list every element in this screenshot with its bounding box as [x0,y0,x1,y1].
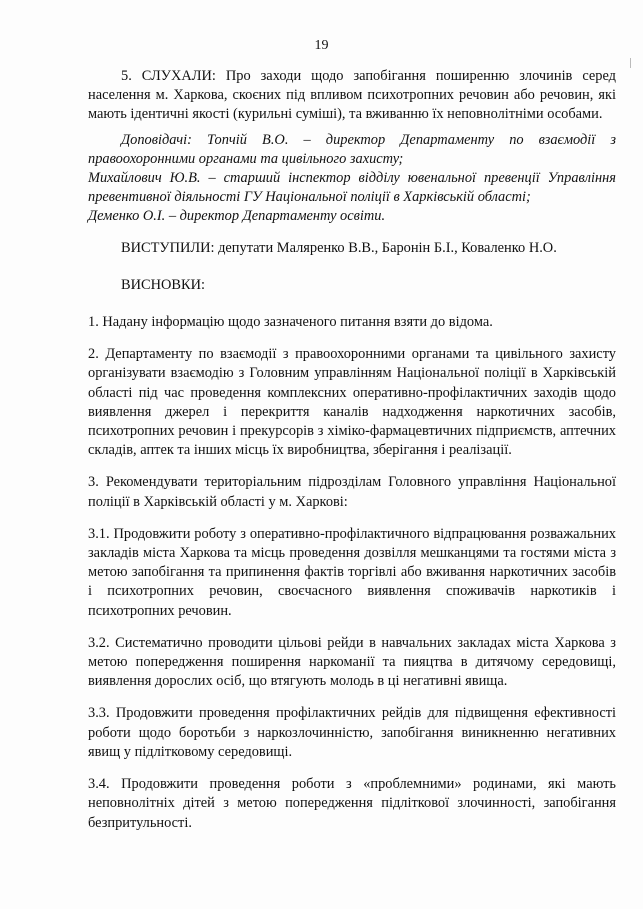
conclusion-item-3-4: 3.4. Продовжити проведення роботи з «проблемними» родинами, які мають неповнолітніх дітей з метою попередження підліткової злочинності, запобігання безпритульності. [88,776,616,831]
conclusion-item-3: 3. Рекомендувати територіальним підрозділам Головного управління Національної поліції в Харківській області у м. Харкові: [88,474,616,510]
conclusions-heading: ВИСНОВКИ: [121,276,205,293]
scan-mark [630,58,631,68]
speaker-topchii: Доповідачі: Топчій В.О. – директор Департаменту по взаємодії з правоохоронними органами та цивільного захисту; [88,131,616,167]
conclusion-item-3-3: 3.3. Продовжити проведення профілактичних рейдів для підвищення ефективності роботи щодо боротьби з наркозлочинністю, запобігання виникненню негативних явищ у підлітковому середовищі. [88,705,616,760]
speaker-mykhailovych: Михайлович Ю.В. – старший інспектор відділу ювенальної превенції Управління превентивної діяльності ГУ Національної поліції в Харківській області; [88,170,616,206]
spoke-paragraph: ВИСТУПИЛИ: депутати Маляренко В.В., Баронін Б.І., Коваленко Н.О. [121,239,557,256]
speaker-demenko: Деменко О.І. – директор Департаменту освіти. [88,208,386,225]
page-number: 19 [314,38,329,53]
conclusion-item-3-2: 3.2. Систематично проводити цільові рейди в навчальних закладах міста Харкова з метою попередження поширення наркоманії та пияцтва в дитячому середовищі, виявлення дорослих осіб, що втягують молодь в ці негативні явища. [88,634,616,690]
conclusion-item-3-1: 3.1. Продовжити роботу з оперативно-профілактичного відпрацювання розважальних закладів міста Харкова та місць проведення дозвілля мешканцями та гостями міста з метою запобігання та припинення фактів торгівлі або вживання наркотичних засобів і психотропних речовин, своєчасного виявлення споживачів наркотиків і психотропних речовин. [88,525,616,619]
conclusion-item-2: 2. Департаменту по взаємодії з правоохоронними органами та цивільного захисту організувати взаємодію з Головним управлінням Національної поліції в Харківській області під час проведення комплексних оперативно-профілактичних заходів щодо виявлення джерел і перекриття каналів надходження наркотичних засобів, психотропних речовин і прекурсорів з хіміко-фармацевтичних підприємств, аптечних складів, аптек та інших місць їх виробництва, зберігання і реалізації. [88,346,616,459]
speakers-block [88,131,616,227]
document-body [88,67,616,833]
conclusion-item-1: 1. Надану інформацію щодо зазначеного питання взяти до відома. [88,314,493,331]
section-5-heard: 5. СЛУХАЛИ: Про заходи щодо запобігання поширенню злочинів серед населення м. Харкова, скоєних під впливом психотропних речовин або речовин, які мають ідентичні якості (курильні суміші), та вживанню їх неповнолітніми особами. [88,68,616,123]
